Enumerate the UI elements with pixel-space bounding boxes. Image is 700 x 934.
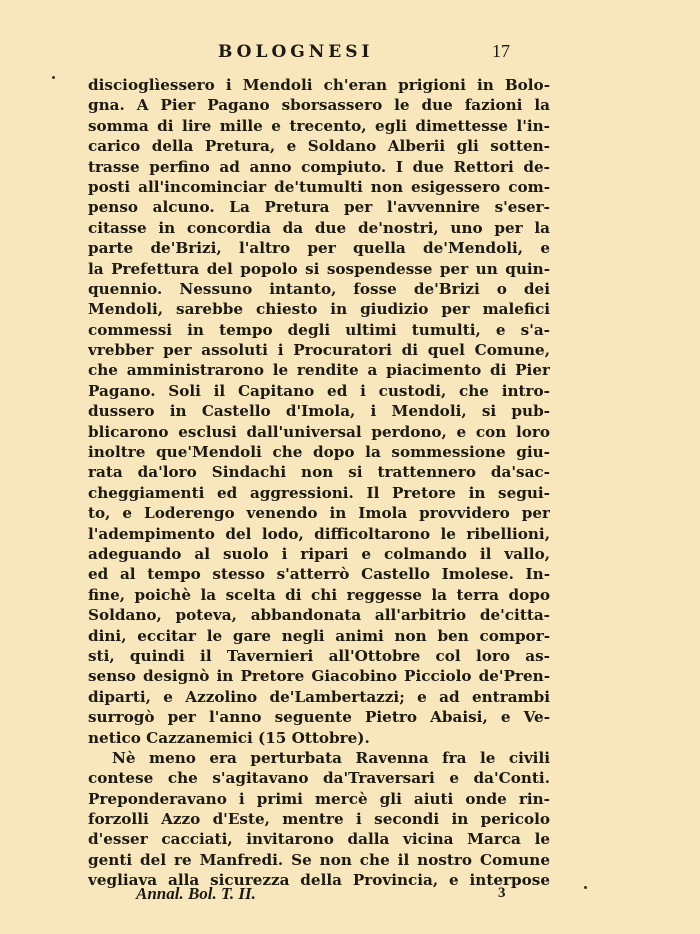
- text-line: vrebber per assoluti i Procuratori di quel Comune,: [88, 341, 550, 360]
- text-line: gna. A Pier Pagano sborsassero le due fazioni la: [88, 96, 550, 115]
- text-line: cheggiamenti ed aggressioni. Il Pretore in segui-: [88, 483, 550, 502]
- text-line: discioglìessero i Mendoli ch'eran prigioni in Bolo-: [88, 76, 550, 94]
- text-line: carico della Pretura, e Soldano Alberii gli sotten-: [88, 137, 550, 156]
- text-line: parte de'Brizi, l'altro per quella de'Mendoli, e: [88, 239, 550, 258]
- text-line: trasse perfino ad anno compiuto. I due Rettori de-: [88, 157, 550, 176]
- text-line: commessi in tempo degli ultimi tumulti, e s'a-: [88, 320, 550, 339]
- print-speck: [584, 886, 587, 889]
- text-line: senso designò in Pretore Giacobino Picciolo de'Pren-: [88, 667, 550, 686]
- text-line: ed al tempo stesso s'atterrò Castello Imolese. In-: [88, 565, 550, 584]
- signature-mark: Annal. Bol. T. II.: [136, 884, 256, 903]
- text-line: rata da'loro Sindachi non si trattennero da'sac-: [88, 463, 550, 482]
- text-line: vegliava alla sicurezza della Provincia, e interpose: [88, 871, 550, 890]
- running-head: [0, 38, 700, 66]
- text-line: la Prefettura del popolo si sospendesse per un quin-: [88, 259, 550, 278]
- text-line: quennio. Nessuno intanto, fosse de'Brizi o dei: [88, 279, 550, 298]
- text-line: che amministrarono le rendite a piacimento di Pier: [88, 361, 550, 380]
- text-line: somma di lire mille e trecento, egli dimettesse l'in-: [88, 116, 550, 135]
- running-title: BOLOGNESI: [218, 42, 374, 62]
- text-line: sti, quindi il Tavernieri all'Ottobre col loro as-: [88, 646, 550, 665]
- text-line: genti del re Manfredi. Se non che il nostro Comune: [88, 850, 550, 869]
- print-speck: [52, 76, 55, 79]
- text-line: dussero in Castello d'Imola, i Mendoli, si pub-: [88, 402, 550, 421]
- body-text: [88, 75, 550, 891]
- text-line: netico Cazzanemici (15 Ottobre).: [88, 728, 370, 747]
- text-line: to, e Loderengo venendo in Imola provvidero per: [88, 504, 550, 523]
- text-line: forzolli Azzo d'Este, mentre i secondi in pericolo: [88, 810, 550, 829]
- text-line: diparti, e Azzolino de'Lambertazzi; e ad entrambi: [88, 687, 550, 706]
- page-number: 17: [492, 41, 510, 61]
- text-line: citasse in concordia da due de'nostri, uno per la: [88, 218, 550, 237]
- text-line: Nè meno era perturbata Ravenna fra le civili: [112, 748, 550, 767]
- text-line: posti all'incominciar de'tumulti non esigessero com-: [88, 177, 550, 196]
- text-line: Preponderavano i primi mercè gli aiuti onde rin-: [88, 789, 550, 808]
- text-line: blicarono esclusi dall'universal perdono, e con loro: [88, 422, 550, 441]
- sheet-mark: 3: [498, 885, 506, 901]
- text-line: contese che s'agitavano da'Traversari e da'Conti.: [88, 769, 550, 788]
- text-line: fine, poichè la scelta di chi reggesse la terra dopo: [88, 585, 550, 604]
- text-line: l'adempimento del lodo, difficoltarono le ribellioni,: [88, 524, 550, 543]
- text-line: Pagano. Soli il Capitano ed i custodi, che intro-: [88, 381, 550, 400]
- text-line: inoltre que'Mendoli che dopo la sommessione giu-: [88, 443, 550, 462]
- text-line: dini, eccitar le gare negli animi non ben compor-: [88, 626, 550, 645]
- text-line: penso alcuno. La Pretura per l'avvennire s'eser-: [88, 198, 550, 217]
- text-line: d'esser cacciati, invitarono dalla vicina Marca le: [88, 830, 550, 849]
- text-line: Soldano, poteva, abbandonata all'arbitrio de'citta-: [88, 606, 550, 625]
- text-line: surrogò per l'anno seguente Pietro Abaisi, e Ve-: [88, 708, 550, 727]
- text-line: adeguando al suolo i ripari e colmando il vallo,: [88, 544, 550, 563]
- page-footer: [0, 884, 700, 908]
- text-line: Mendoli, sarebbe chiesto in giudizio per malefici: [88, 300, 550, 319]
